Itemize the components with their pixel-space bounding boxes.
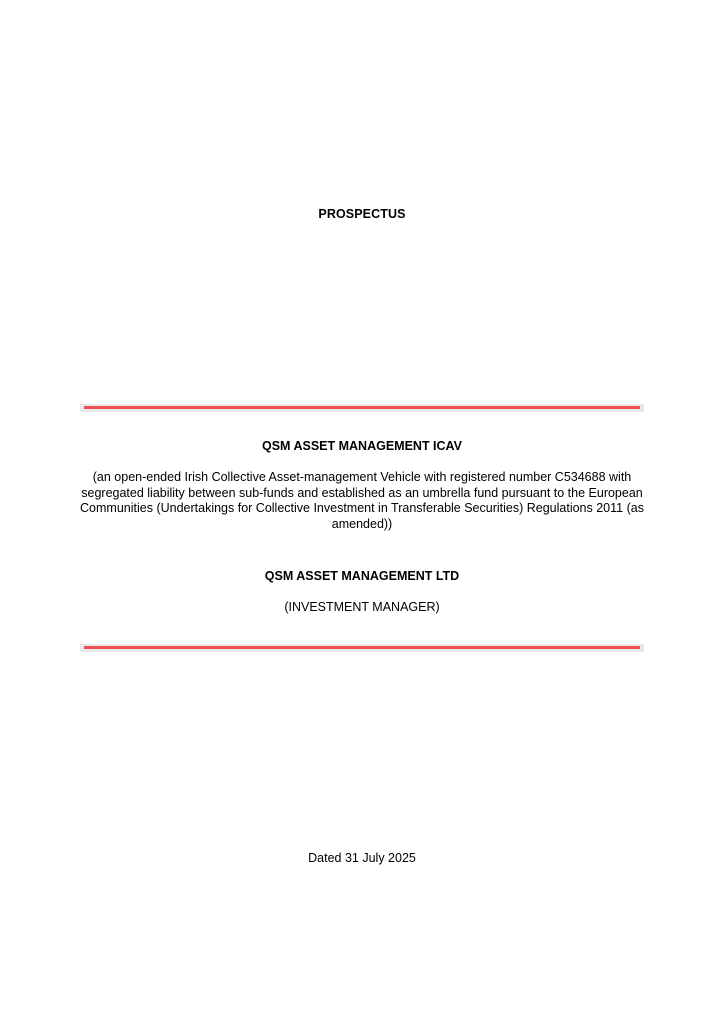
top-divider-red-line: [84, 406, 640, 409]
bottom-divider-rule: [80, 644, 644, 652]
document-title: PROSPECTUS: [318, 207, 406, 221]
bottom-divider-red-line: [84, 646, 640, 649]
manager-role: (INVESTMENT MANAGER): [284, 600, 440, 614]
manager-name: QSM ASSET MANAGEMENT LTD: [264, 569, 460, 583]
entity-name: QSM ASSET MANAGEMENT ICAV: [261, 439, 462, 453]
date-line: Dated 31 July 2025: [308, 851, 416, 865]
entity-description: (an open-ended Irish Collective Asset-management Vehicle with registered number C534688 with segregated liability between sub-funds and established as an umbrella fund pursuant to the European Communities (Undertakings for Collective Investment in Transferable Securities) Regulations 2011 (as amended)): [80, 470, 644, 531]
top-divider-rule: [80, 404, 644, 412]
